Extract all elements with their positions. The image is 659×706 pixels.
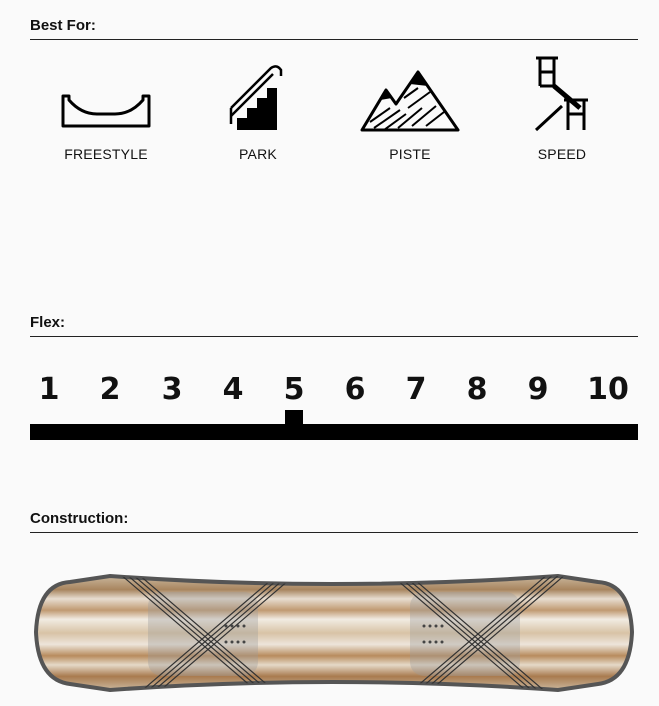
use-speed	[502, 92, 622, 162]
chairlift-icon	[532, 56, 592, 132]
flex-number: 8	[466, 372, 488, 407]
use-park	[198, 92, 318, 162]
flex-number: 9	[527, 372, 549, 407]
flex-number: 6	[344, 372, 366, 407]
flex-number: 10	[587, 372, 629, 407]
use-label-freestyle: FREESTYLE	[64, 146, 148, 162]
best-for-list	[30, 92, 638, 212]
best-for-title: Best For:	[30, 17, 638, 40]
use-piste	[350, 92, 470, 162]
mountains-icon	[360, 68, 460, 132]
halfpipe-icon	[61, 92, 151, 132]
snowboard-core-icon	[30, 570, 638, 696]
flex-number: 3	[161, 372, 183, 407]
use-label-piste: PISTE	[389, 146, 431, 162]
flex-number: 2	[99, 372, 121, 407]
use-freestyle	[46, 92, 166, 162]
flex-number: 5	[283, 372, 305, 407]
flex-scale	[30, 372, 638, 412]
flex-marker	[285, 410, 303, 424]
construction-title: Construction:	[30, 510, 638, 533]
use-label-speed: SPEED	[537, 146, 587, 162]
flex-number: 7	[405, 372, 427, 407]
flex-number: 1	[38, 372, 60, 407]
stairs-rail-icon	[223, 62, 293, 132]
flex-bar	[30, 424, 638, 440]
flex-number: 4	[222, 372, 244, 407]
flex-title: Flex:	[30, 314, 638, 337]
use-label-park: PARK	[239, 146, 277, 162]
